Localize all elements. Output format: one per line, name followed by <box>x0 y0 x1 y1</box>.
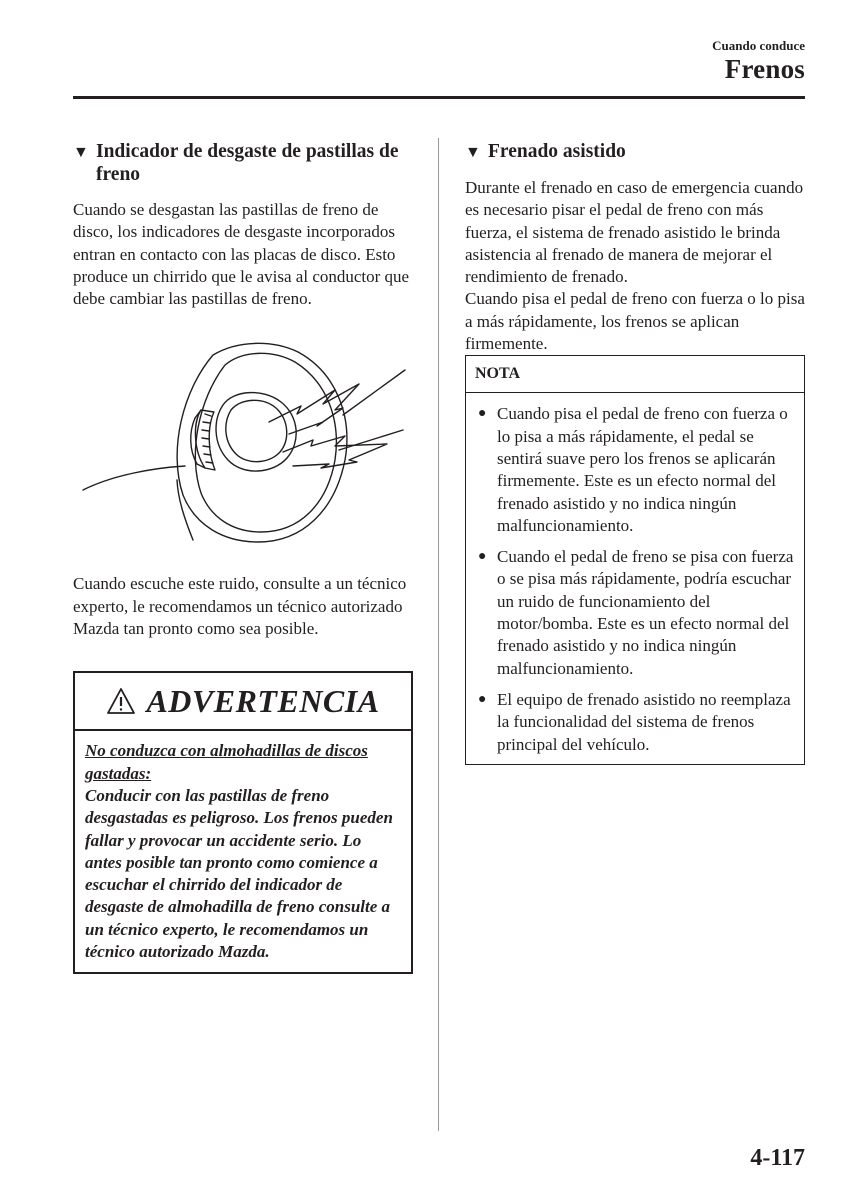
warning-header <box>75 673 411 731</box>
warning-label: ADVERTENCIA <box>146 682 380 719</box>
note-item-text: El equipo de frenado asistido no reemplaza la funcionalidad del sistema de frenos principal del vehículo. <box>497 689 791 754</box>
header-section-label: Cuando conduce <box>712 38 805 53</box>
list-item <box>478 403 796 537</box>
warning-triangle-icon <box>106 687 136 715</box>
warning-text: Conducir con las pastillas de freno desgastadas es peligroso. Los frenos pueden fallar y provocar un accidente serio. Lo antes posible tan pronto como comience a escuchar el chirrido del indicador de desgaste de almohadilla de freno consulte a un técnico experto, le recomendamos un técnico autorizado Mazda. <box>85 785 393 962</box>
column-divider <box>438 138 439 1131</box>
paragraph-wear-intro: Cuando se desgastan las pastillas de freno de disco, los indicadores de desgaste incorporados entran en contacto con las placas de disco. Esto produce un chirrido que le avisa al conductor que debe cambiar las pastillas de freno. <box>73 200 410 309</box>
triangle-down-icon: ▼ <box>73 144 89 161</box>
note-item-text: Cuando pisa el pedal de freno con fuerza o lo pisa a más rápidamente, el pedal se sentirá suave pero los frenos se aplicarán firmemente. Este es un efecto normal del frenado asistido y no indica ningún malfuncionamiento. <box>497 404 788 535</box>
warning-box <box>73 671 413 974</box>
section-heading-brake-assist <box>465 140 805 164</box>
paragraph-consult-technician: Cuando escuche este ruido, consulte a un técnico experto, le recomendamos un técnico autorizado Mazda tan pronto como sea posible. <box>73 574 407 639</box>
section-heading-text: Indicador de desgaste de pastillas de freno <box>96 141 399 185</box>
bullet-icon: ● <box>478 691 487 707</box>
left-column <box>73 140 415 974</box>
list-item <box>478 546 796 680</box>
note-header: NOTA <box>466 356 804 393</box>
triangle-down-icon: ▼ <box>465 144 481 161</box>
page-title: Frenos <box>724 54 805 84</box>
section-heading-wear-indicator <box>73 140 415 186</box>
warning-subtitle: No conduzca con almohadillas de discos gastadas: <box>85 741 368 783</box>
section-heading-text: Frenado asistido <box>488 141 626 162</box>
list-item <box>478 689 796 756</box>
note-box <box>465 355 805 764</box>
warning-body <box>75 731 411 972</box>
bullet-icon: ● <box>478 406 487 422</box>
page-number: 4-117 <box>750 1145 805 1171</box>
header-rule <box>73 96 805 99</box>
brake-pad-illustration <box>73 310 415 550</box>
paragraph-brake-assist-intro: Durante el frenado en caso de emergencia cuando es necesario pisar el pedal de freno con más fuerza, el sistema de frenado asistido le brinda asistencia al frenado de manera de mejorar el rendimiento de frenado. <box>465 178 804 287</box>
paragraph-brake-assist-apply: Cuando pisa el pedal de freno con fuerza o lo pisa a más rápidamente, los frenos se aplican firmemente. <box>465 289 805 354</box>
bullet-icon: ● <box>478 549 487 565</box>
note-list <box>466 393 804 763</box>
right-column <box>465 140 805 765</box>
note-item-text: Cuando el pedal de freno se pisa con fuerza o se pisa más rápidamente, podría escuchar un ruido de funcionamiento del motor/bomba. Este es un efecto normal del frenado asistido y no indica ningún malfuncionamiento. <box>497 547 794 678</box>
